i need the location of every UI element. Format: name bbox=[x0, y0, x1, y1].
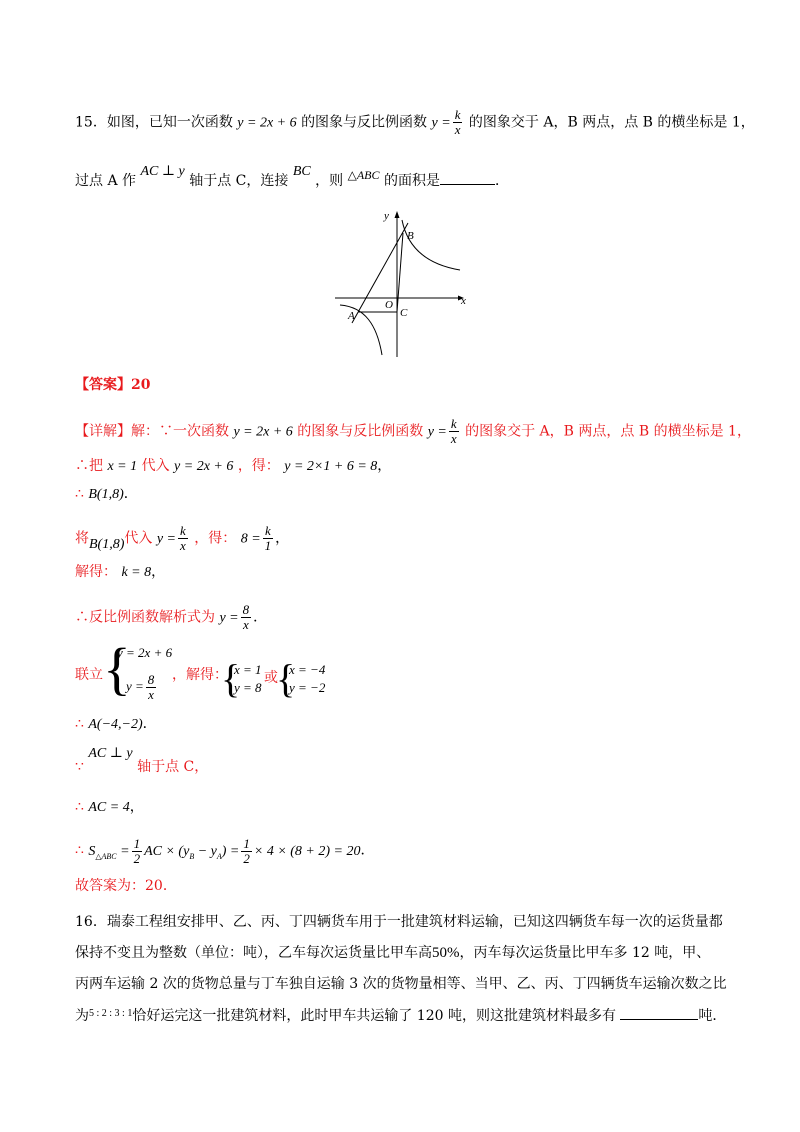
half-fraction: $\frac{1}{2}$ bbox=[243, 836, 250, 866]
linear-function: y = 2x + 6 bbox=[174, 459, 234, 474]
solution-2-y: y = −2 bbox=[289, 680, 326, 695]
detail-text: 代入 bbox=[124, 530, 153, 547]
point-a: A(−4,−2) bbox=[88, 717, 143, 732]
detail-text: 轴于点 C， bbox=[137, 759, 209, 775]
area-expression: $S_{\triangle ABC}$ = $\frac{1}{2}$ AC × $(y_B - y_A)$ = $\frac{1}{2}$ × 4 × (8 + 2) = 20 bbox=[88, 836, 361, 866]
detail-line-9 bbox=[75, 746, 209, 778]
answer-label: 【答案】20 bbox=[75, 377, 151, 393]
detail-text: 的图象交于 A，B 两点，点 B 的横坐标是 1， bbox=[465, 423, 751, 440]
detail-text: 将 bbox=[75, 530, 89, 547]
detail-text: 解：∵一次函数 bbox=[131, 423, 229, 440]
solution-1-y: y = 8 bbox=[234, 680, 262, 695]
eight-over-x-fraction: $\frac{8}{x}$ bbox=[147, 672, 155, 702]
detail-text: ∴ bbox=[75, 486, 84, 502]
label-o: O bbox=[385, 299, 393, 311]
eight-over-x-fraction: $\frac{8}{x}$ bbox=[242, 602, 250, 632]
eight-equals: 8 = bbox=[240, 531, 261, 547]
ac-length: AC = 4 bbox=[88, 800, 130, 815]
q15-text: 轴于点 C，连接 bbox=[189, 173, 289, 189]
detail-text: ∵ bbox=[75, 759, 84, 775]
final-answer: 故答案为：20． bbox=[75, 878, 177, 894]
q15-line-1 bbox=[75, 108, 755, 137]
detail-text: 代入 bbox=[141, 458, 170, 474]
detail-text: ． bbox=[142, 716, 157, 732]
label-b: B bbox=[407, 230, 414, 242]
y-axis-arrow bbox=[395, 211, 400, 218]
q15-line-2 bbox=[75, 164, 509, 192]
detail-text: ． bbox=[253, 609, 268, 626]
system-label: 联立 bbox=[75, 667, 103, 683]
detail-text: 解得： bbox=[75, 564, 117, 580]
k-over-x-fraction: $\frac{k}{x}$ bbox=[454, 107, 461, 137]
solve-label: ，解得： bbox=[172, 667, 228, 683]
q16-line-2 bbox=[75, 943, 710, 963]
k-over-1-fraction: $\frac{k}{1}$ bbox=[264, 523, 272, 553]
detail-text: ，得： bbox=[237, 458, 280, 474]
point-b: B(1,8) bbox=[88, 487, 124, 502]
detail-text: ， bbox=[129, 799, 144, 815]
label-y: y bbox=[384, 210, 389, 222]
solution-2-brace: { bbox=[276, 656, 296, 701]
label-x: x bbox=[461, 295, 466, 307]
q15-text: ，则 bbox=[315, 173, 344, 189]
detail-text: ． bbox=[123, 486, 138, 502]
detail-line-6 bbox=[75, 603, 267, 632]
detail-text: ． bbox=[360, 842, 375, 859]
q16-line-3: 丙两车运输 2 次的货物总量与丁车独自运输 3 次的货物量相等、当甲、乙、丙、丁四辆货车运输次数之比 bbox=[75, 976, 727, 992]
q16-line-4 bbox=[75, 1005, 726, 1028]
k-over-x-fraction: $\frac{k}{x}$ bbox=[180, 523, 186, 553]
triangle-abc: △ABC bbox=[347, 168, 380, 182]
detail-text: ，得： bbox=[194, 530, 237, 547]
linear-function: y = 2x + 6 bbox=[237, 115, 297, 131]
solution-1-brace: { bbox=[221, 656, 241, 701]
detail-text: ， bbox=[275, 530, 290, 547]
or-label: 或 bbox=[264, 670, 278, 686]
detail-line-5 bbox=[75, 562, 165, 583]
detail-line-1 bbox=[75, 417, 751, 446]
q16-text: 吨． bbox=[698, 1008, 727, 1024]
q16-text: 恰好运完这一批建筑材料，此时甲车共运输了 120 吨，则这批建筑材料最多有 bbox=[132, 1008, 616, 1024]
half-fraction: $\frac{1}{2}$ bbox=[133, 836, 141, 866]
detail-line-8 bbox=[75, 714, 157, 735]
detail-text: ， bbox=[151, 564, 166, 580]
x-equals-1: x = 1 bbox=[107, 459, 138, 474]
detail-line-4 bbox=[75, 524, 289, 553]
detail-text: ∴ bbox=[75, 716, 84, 732]
detail-text: ∴把 bbox=[75, 458, 103, 474]
detail-line-2 bbox=[75, 456, 391, 477]
detail-line-10 bbox=[75, 797, 144, 818]
k-value: k = 8 bbox=[121, 565, 152, 580]
detail-text: ∴ bbox=[75, 842, 84, 859]
inverse-function-lhs: y = bbox=[427, 424, 447, 440]
q15-text: 的面积是 bbox=[383, 173, 440, 189]
answer-blank bbox=[620, 1005, 698, 1020]
q15-text: 的图象与反比例函数 bbox=[301, 114, 428, 131]
q15-text: 过点 A 作 bbox=[75, 173, 137, 189]
detail-line-3 bbox=[75, 484, 138, 505]
percent-50: 50% bbox=[432, 945, 460, 961]
system-eq-2: y = $\frac{8}{x}$ bbox=[126, 672, 155, 702]
q15-text: 的图象交于 A，B 两点，点 B 的横坐标是 1， bbox=[468, 114, 755, 131]
linear-function: y = 2x + 6 bbox=[233, 424, 293, 440]
detail-line-11 bbox=[75, 837, 375, 867]
calc-y: y = 2×1 + 6 = 8 bbox=[284, 459, 378, 474]
point-b: B(1,8) bbox=[89, 536, 125, 552]
q15-text: ． bbox=[494, 173, 509, 189]
k-over-x-fraction: $\frac{k}{x}$ bbox=[450, 416, 457, 446]
inverse-function-lhs: y = bbox=[219, 610, 239, 626]
answer-blank bbox=[440, 170, 495, 185]
inverse-function-lhs: y = bbox=[156, 531, 177, 547]
q15-text: 15．如图，已知一次函数 bbox=[75, 114, 233, 131]
q16-line-1: 16．瑞泰工程组安排甲、乙、丙、丁四辆货车用于一批建筑材料运输，已知这四辆货车每一次的运货量都 bbox=[75, 914, 723, 930]
q16-text: 保持不变且为整数（单位：吨），乙车每次运货量比甲车高 bbox=[75, 945, 432, 961]
hyperbola-branch-1 bbox=[402, 220, 460, 270]
solution-2-x: x = −4 bbox=[289, 662, 326, 677]
system-brace: { bbox=[103, 636, 131, 701]
detail-tag: 【详解】 bbox=[75, 423, 131, 440]
label-c: C bbox=[400, 307, 408, 319]
detail-text: ∴反比例函数解析式为 bbox=[75, 609, 215, 626]
ratio-5231: 5 : 2 : 3 : 1 bbox=[89, 1008, 133, 1019]
inverse-function-lhs: y = bbox=[431, 115, 451, 131]
segment-bc: BC bbox=[292, 164, 311, 179]
detail-text: 的图象与反比例函数 bbox=[297, 423, 424, 440]
q16-text: 为 bbox=[75, 1008, 89, 1024]
segment-bc-line bbox=[397, 233, 403, 312]
ac-perp-y: AC ⊥ y bbox=[88, 746, 133, 761]
ac-perp-y: AC ⊥ y bbox=[140, 164, 185, 179]
system-eq-1: y = 2x + 6 bbox=[117, 645, 173, 660]
solution-1-x: x = 1 bbox=[234, 662, 262, 677]
label-a: A bbox=[348, 310, 355, 322]
q16-text: ，丙车每次运货量比甲车多 12 吨，甲、 bbox=[459, 945, 711, 961]
function-graph-figure bbox=[330, 205, 475, 360]
detail-text: ∴ bbox=[75, 799, 84, 815]
detail-text: ， bbox=[377, 458, 392, 474]
